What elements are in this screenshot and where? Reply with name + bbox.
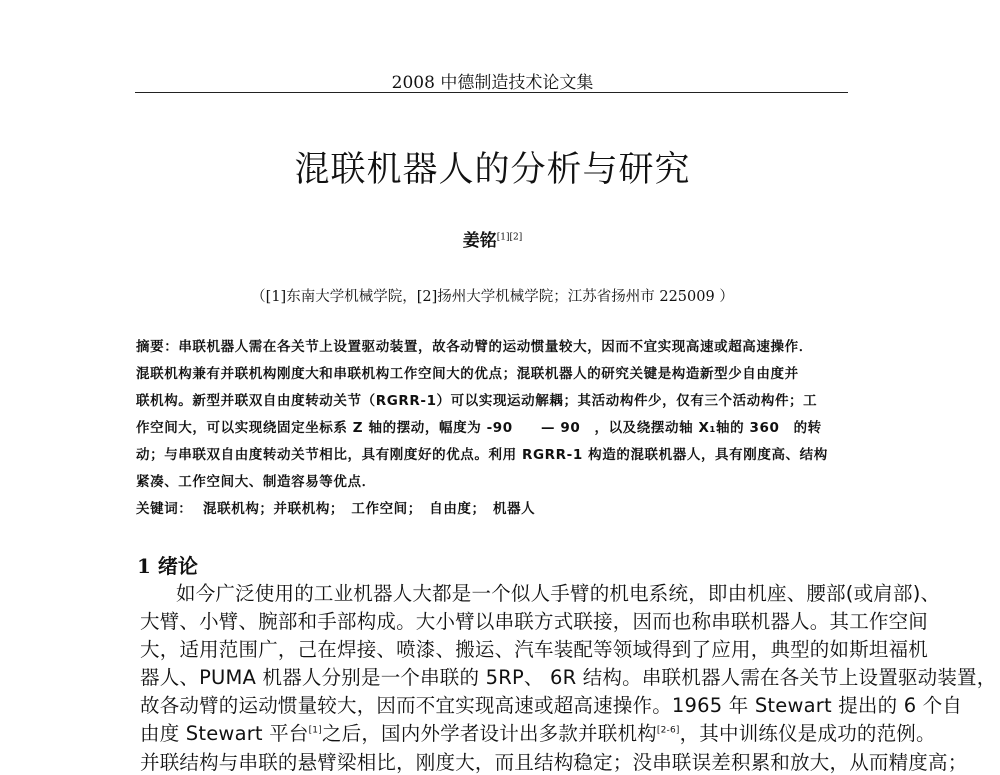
abstract-line: 作空间大，可以实现绕固定坐标系 Z 轴的摆动，幅度为 -90 — 90 ，以及绕摆动轴 X₁轴的 360 的转: [136, 420, 822, 436]
body-line: [140, 718, 936, 746]
abstract-line: 紧凑、工作空间大、制造容易等优点．: [136, 474, 376, 490]
affiliation: （[1]东南大学机械学院，[2]扬州大学机械学院；江苏省扬州市 225009 ）: [251, 289, 734, 305]
section-title: 绪论: [157, 554, 198, 578]
citation: [1]: [308, 725, 322, 736]
abstract-line: 动；与串联双自由度转动关节相比，具有刚度好的优点。利用 RGRR-1 构造的混联机器人，具有刚度高、结构: [136, 447, 828, 463]
keywords-label: 关键词：: [136, 501, 193, 517]
abstract-line: [136, 335, 813, 355]
author: [0, 226, 985, 251]
body-line: 大，适用范围广，己在焊接、喷漆、搬运、汽车装配等领域得到了应用，典型的如斯坦福机: [140, 638, 929, 661]
body-line: 故各动臂的运动惯量较大，因而不宜实现高速或超高速操作。1965 年 Stewart 提出的 6 个自: [140, 694, 963, 717]
header-rule: [135, 92, 848, 93]
paper-title: 混联机器人的分析与研究: [294, 150, 691, 190]
abstract-line: 混联机构兼有并联机构刚度大和串联机构工作空间大的优点；混联机器人的研究关键是构造新型少自由度并: [136, 366, 799, 382]
section-heading: [137, 550, 198, 579]
body-line: 并联结构与串联的悬臂梁相比，刚度大，而且结构稳定；没串联误差积累和放大，从而精度高；: [140, 751, 968, 774]
body-line: 如今广泛使用的工业机器人大都是一个似人手臂的机电系统，即由机座、腰部(或肩部)、: [176, 582, 941, 605]
keywords: [136, 497, 535, 517]
abstract-text: 串联机器人需在各关节上设置驱动装置，故各动臂的运动惯量较大，因而不宜实现高速或超高速操作．: [178, 339, 813, 355]
abstract-line: 联机构。新型并联双自由度转动关节（RGRR-1）可以实现运动解耦；其活动构件少，仅有三个活动构件；工: [136, 393, 818, 409]
body-text: 之后，国内外学者设计出多款并联机构: [321, 722, 657, 745]
keywords-text: 混联机构；并联机构； 工作空间； 自由度； 机器人: [203, 501, 536, 517]
body-line: 器人、PUMA 机器人分别是一个串联的 5RP、 6R 结构。串联机器人需在各关节上设置驱动装置，: [140, 666, 997, 689]
running-head: 2008 中德制造技术论文集: [391, 73, 594, 93]
author-name: 姜铭: [462, 231, 497, 251]
body-text: 由度 Stewart 平台: [140, 722, 309, 745]
citation: [2-6]: [656, 725, 680, 736]
author-refs: [1][2]: [496, 232, 523, 243]
body-text: ，其中训练仪是成功的范例。: [679, 722, 936, 745]
section-number: 1: [137, 554, 151, 578]
body-line: 大臂、小臂、腕部和手部构成。大小臂以串联方式联接，因而也称串联机器人。其工作空间: [140, 610, 929, 633]
abstract-label: 摘要：: [136, 339, 179, 355]
